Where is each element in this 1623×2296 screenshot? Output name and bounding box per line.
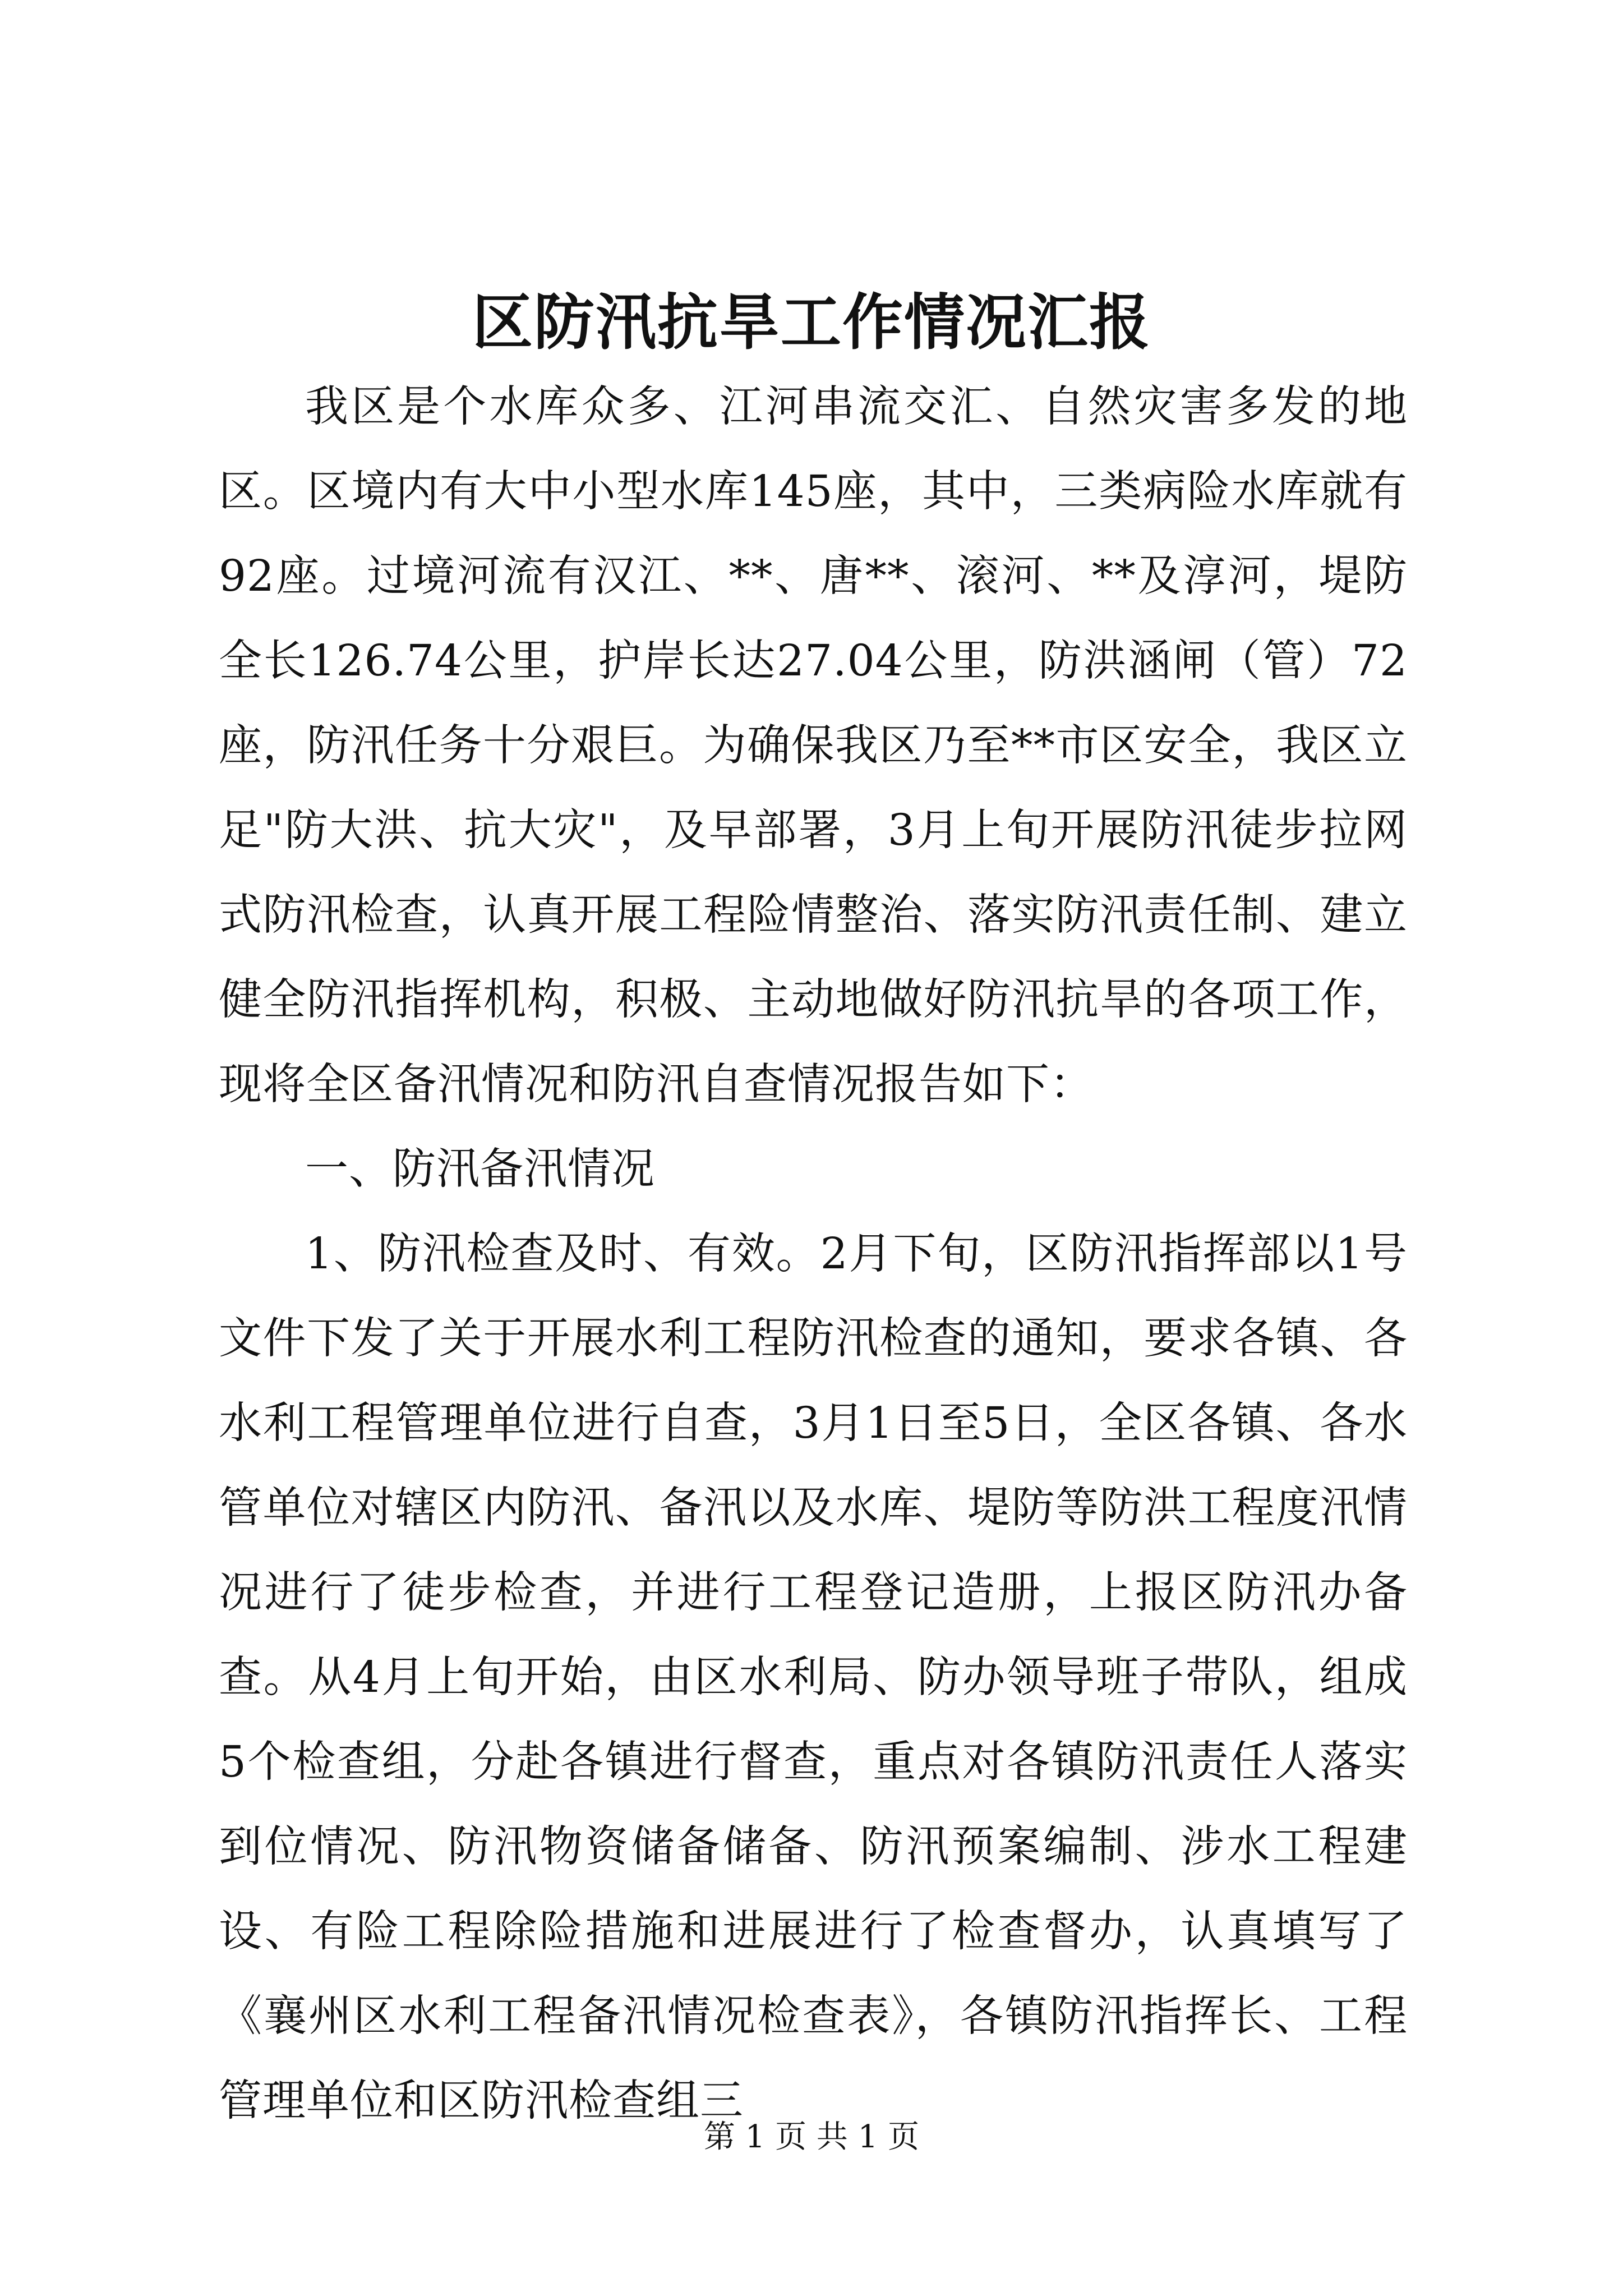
document-body	[219, 365, 1408, 2143]
section-heading-1: 一、防汛备汛情况	[305, 1144, 655, 1194]
page-number-footer: 第 1 页 共 1 页	[703, 2119, 920, 2155]
paragraph-intro: 我区是个水库众多、江河串流交汇、自然灾害多发的地区。区境内有大中小型水库145座，其中，三类病险水库就有92座。过境河流有汉江、**、唐**、滚河、**及淳河，堤防全长126.74公里，护岸长达27.04公里，防洪涵闸（管）72座，防汛任务十分艰巨。为确保我区乃至**市区安全，我区立足"防大洪、抗大灾"，及早部署，3月上旬开展防汛徒步拉网式防汛检查，认真开展工程险情整治、落实防汛责任制、建立健全防汛指挥机构，积极、主动地做好防汛抗旱的各项工作，现将全区备汛情况和防汛自查情况报告如下：	[219, 382, 1408, 1110]
document-title: 区防汛抗旱工作情况汇报	[472, 287, 1151, 358]
paragraph-inspection: 1、防汛检查及时、有效。2月下旬，区防汛指挥部以1号文件下发了关于开展水利工程防汛检查的通知，要求各镇、各水利工程管理单位进行自查，3月1日至5日，全区各镇、各水管单位对辖区内防汛、备汛以及水库、堤防等防洪工程度汛情况进行了徒步检查，并进行工程登记造册，上报区防汛办备查。从4月上旬开始，由区水利局、防办领导班子带队，组成5个检查组，分赴各镇进行督查，重点对各镇防汛责任人落实到位情况、防汛物资储备储备、防汛预案编制、涉水工程建设、有险工程除险措施和进展进行了检查督办，认真填写了《襄州区水利工程备汛情况检查表》，各镇防汛指挥长、工程管理单位和区防汛检查组三	[219, 1229, 1408, 2126]
